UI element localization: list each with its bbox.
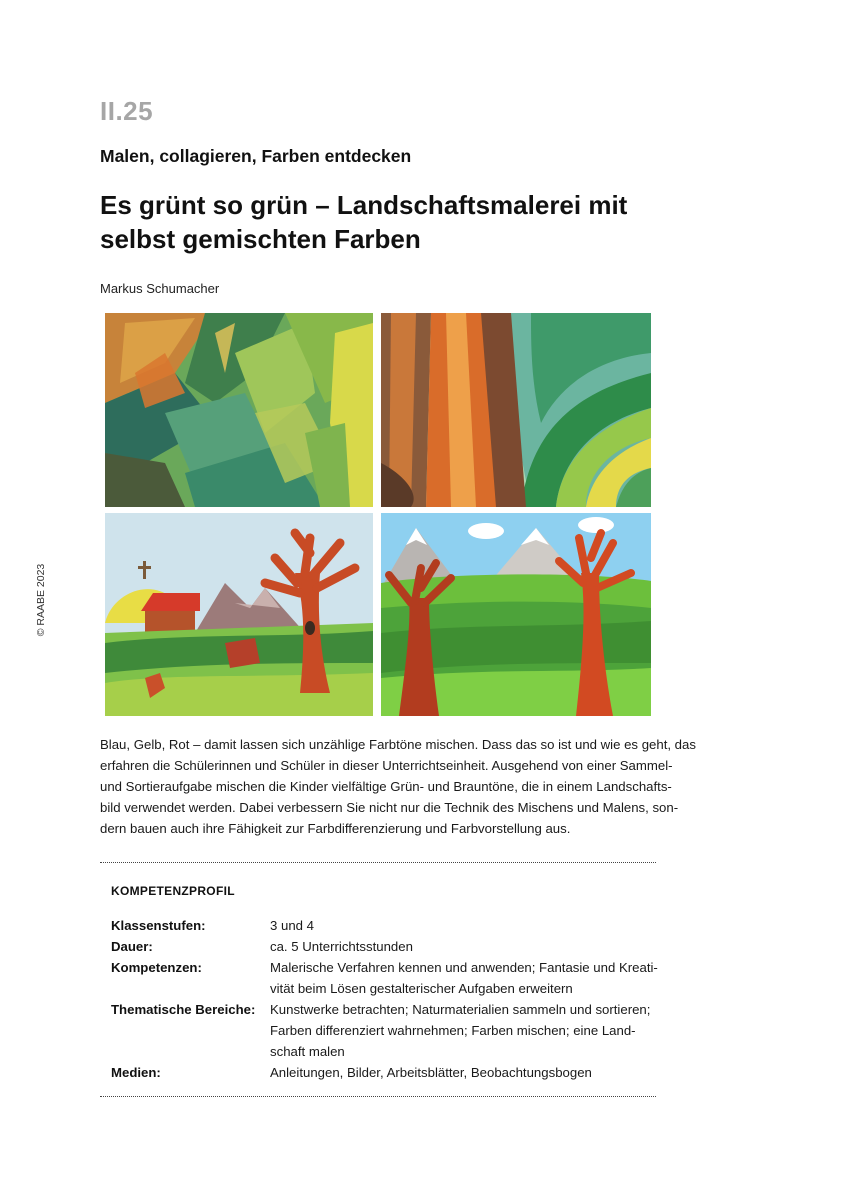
tree-trunk-rainbow-swirl-painting <box>381 313 651 507</box>
intro-paragraph <box>100 734 696 839</box>
profile-row-klassenstufen <box>111 915 656 936</box>
profile-row-kompetenzen <box>111 957 656 999</box>
intro-line: dern bauen auch ihre Fähigkeit zur Farbdifferenzierung und Farbvorstellung aus. <box>100 821 571 836</box>
painting-gallery <box>105 313 651 716</box>
title-line: Es grünt so grün – Landschaftsmalerei mit <box>100 190 628 220</box>
kompetenzprofil-heading: KOMPETENZPROFIL <box>111 884 235 898</box>
intro-line: erfahren die Schülerinnen und Schüler in dieser Unterrichtseinheit. Ausgehend von einer Sammel- <box>100 758 673 773</box>
profile-label: Thematische Bereiche: <box>111 1002 256 1017</box>
profile-value-line: 3 und 4 <box>270 918 314 933</box>
profile-value <box>270 915 656 936</box>
profile-value <box>270 936 656 957</box>
intro-line: und Sortieraufgabe mischen die Kinder vielfältige Grün- und Brauntöne, die in einem Landschafts- <box>100 779 672 794</box>
series-subtitle: Malen, collagieren, Farben entdecken <box>100 146 412 166</box>
profile-row-dauer <box>111 936 656 957</box>
dotted-divider-bottom <box>100 1096 656 1097</box>
copyright-notice <box>34 560 48 640</box>
profile-value <box>270 1062 656 1083</box>
profile-value-line: Malerische Verfahren kennen und anwenden; Fantasie und Kreati- <box>270 960 658 975</box>
profile-value <box>270 999 656 1062</box>
profile-value-line: schaft malen <box>270 1044 345 1059</box>
intro-line: bild verwendet werden. Dabei verbessern Sie nicht nur die Technik des Mischens und Malens, son- <box>100 800 679 815</box>
profile-label: Kompetenzen: <box>111 960 202 975</box>
profile-value-line: Farben differenziert wahrnehmen; Farben mischen; eine Land- <box>270 1023 636 1038</box>
profile-label: Klassenstufen: <box>111 918 206 933</box>
mountains-green-field-trees-painting <box>381 513 651 716</box>
unit-number: II.25 <box>100 96 154 126</box>
profile-value <box>270 957 656 999</box>
profile-value-line: Kunstwerke betrachten; Naturmaterialien sammeln und sortieren; <box>270 1002 651 1017</box>
intro-line: Blau, Gelb, Rot – damit lassen sich unzählige Farbtöne mischen. Dass das so ist und wie es geht, das <box>100 737 696 752</box>
kompetenzprofil-table <box>111 915 656 1083</box>
profile-label: Medien: <box>111 1065 161 1080</box>
profile-value-line: Anleitungen, Bilder, Arbeitsblätter, Beobachtungsbogen <box>270 1065 592 1080</box>
profile-row-thematische-bereiche <box>111 999 656 1062</box>
page-title <box>100 188 720 256</box>
dotted-divider-top <box>100 862 656 863</box>
landscape-house-cross-tree-painting <box>105 513 373 716</box>
author-name: Markus Schumacher <box>100 281 220 296</box>
abstract-green-orange-painting <box>105 313 373 507</box>
profile-value-line: ca. 5 Unterrichtsstunden <box>270 939 413 954</box>
title-line: selbst gemischten Farben <box>100 224 421 254</box>
copyright-text: © RAABE 2023 <box>35 563 47 637</box>
profile-value-line: vität beim Lösen gestalterischer Aufgaben erweitern <box>270 981 573 996</box>
profile-label: Dauer: <box>111 939 153 954</box>
profile-row-medien <box>111 1062 656 1083</box>
